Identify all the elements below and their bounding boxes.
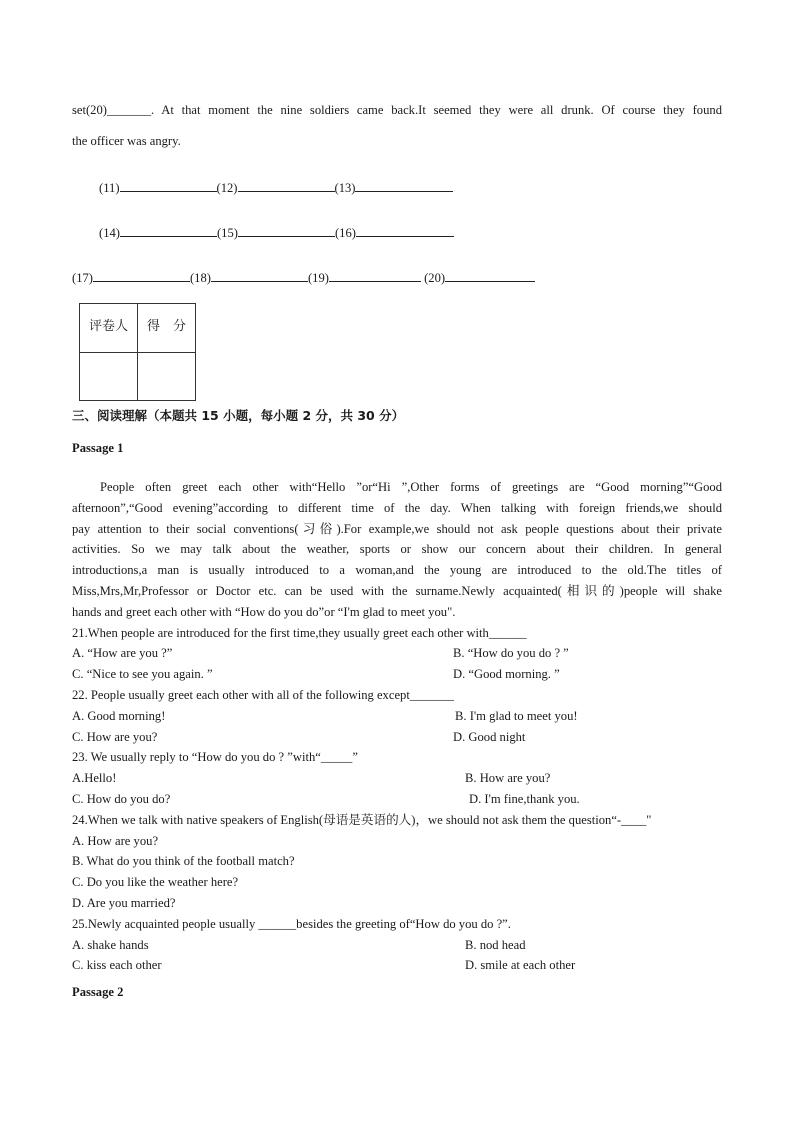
question-21-option-c[interactable]: C. “Nice to see you again. ” [72, 667, 213, 681]
question-22-stem: 22. People usually greet each other with all of the following except_______ [72, 688, 454, 702]
cloze-line-2: the officer was angry. [72, 134, 181, 148]
question-22-option-b[interactable]: B. I'm glad to meet you! [455, 709, 578, 723]
answer-label-20: (20) [424, 271, 446, 285]
grader-label: 评卷人 [88, 319, 128, 334]
question-23-option-c[interactable]: C. How do you do? [72, 792, 171, 806]
answer-blank-15[interactable] [238, 225, 335, 237]
section-title: 三、阅读理解（本题共 15 小题，每小题 2 分，共 30 分） [72, 408, 405, 423]
answer-row-1 [99, 180, 453, 195]
answer-blank-20[interactable] [445, 270, 535, 282]
answer-label-17: (17) [72, 271, 93, 285]
answer-label-14: (14) [99, 226, 120, 240]
question-22-option-a[interactable]: A. Good morning! [72, 709, 166, 723]
question-25-option-a[interactable]: A. shake hands [72, 938, 149, 952]
passage-1-line-5: introductions,a man is usually introduced to a woman,and the young are introduced to the old.The titles of [72, 563, 722, 577]
score-input-cell[interactable] [138, 353, 196, 401]
answer-blank-14[interactable] [120, 225, 217, 237]
question-24-stem: 24.When we talk with native speakers of English(母语是英语的人)，we should not ask them the question“-____" [72, 813, 652, 827]
score-label: 得 分 [146, 319, 186, 334]
question-21-option-d[interactable]: D. “Good morning. ” [453, 667, 560, 681]
question-23-option-a[interactable]: A.Hello! [72, 771, 117, 785]
passage-2-title: Passage 2 [72, 985, 124, 999]
passage-1-title: Passage 1 [72, 441, 124, 455]
answer-blank-12[interactable] [238, 180, 335, 192]
answer-blank-11[interactable] [120, 180, 217, 192]
question-25-option-c[interactable]: C. kiss each other [72, 958, 162, 972]
answer-blank-13[interactable] [355, 180, 453, 192]
score-header-cell [138, 304, 196, 353]
passage-1-line-3: pay attention to their social conventions(习俗).For example,we should not ask people questions about their private [72, 522, 722, 536]
answer-blank-18[interactable] [211, 270, 308, 282]
passage-1-line-4: activities. So we may talk about the weather, sports or show our concern about their children. In general [72, 542, 722, 556]
question-25-stem: 25.Newly acquainted people usually ______besides the greeting of“How do you do ?”. [72, 917, 511, 931]
answer-label-18: (18) [189, 271, 211, 285]
answer-blank-17[interactable] [93, 270, 190, 282]
answer-label-15: (15) [216, 226, 238, 240]
grader-input-cell[interactable] [80, 353, 138, 401]
question-23-option-b[interactable]: B. How are you? [465, 771, 551, 785]
answer-row-3 [72, 270, 535, 285]
question-24-option-a[interactable]: A. How are you? [72, 834, 159, 848]
question-24-option-c[interactable]: C. Do you like the weather here? [72, 875, 239, 889]
passage-1-line-1: People often greet each other with“Hello ”or“Hi ”,Other forms of greetings are “Good morning”“Good [100, 480, 722, 494]
passage-1-line-2: afternoon”,“Good evening”according to different time of the day. When talking with foreign friends,we should [72, 501, 722, 515]
question-24-option-b[interactable]: B. What do you think of the football match? [72, 854, 295, 868]
answer-label-16: (16) [334, 226, 356, 240]
answer-blank-16[interactable] [356, 225, 454, 237]
grader-header-cell [80, 304, 138, 353]
answer-label-11: (11) [99, 181, 120, 195]
question-25-option-d[interactable]: D. smile at each other [465, 958, 576, 972]
question-24-option-d[interactable]: D. Are you married? [72, 896, 176, 910]
answer-blank-19[interactable] [329, 270, 421, 282]
question-23-option-d[interactable]: D. I'm fine,thank you. [469, 792, 580, 806]
score-table [79, 303, 196, 401]
passage-1-line-7: hands and greet each other with “How do you do”or “I'm glad to meet you". [72, 605, 456, 619]
answer-row-2 [99, 225, 454, 240]
question-21-option-b[interactable]: B. “How do you do ? ” [453, 646, 569, 660]
question-21-option-a[interactable]: A. “How are you ?” [72, 646, 173, 660]
answer-label-19: (19) [307, 271, 329, 285]
question-22-option-c[interactable]: C. How are you? [72, 730, 158, 744]
passage-1-line-6: Miss,Mrs,Mr,Professor or Doctor etc. can be used with the surname.Newly acquainted(相识的)people will shake [72, 584, 722, 598]
answer-label-13: (13) [334, 181, 356, 195]
answer-label-12: (12) [216, 181, 238, 195]
question-22-option-d[interactable]: D. Good night [453, 730, 526, 744]
question-23-stem: 23. We usually reply to “How do you do ? ”with“_____” [72, 750, 358, 764]
question-25-option-b[interactable]: B. nod head [465, 938, 526, 952]
cloze-line-1: set(20)_______. At that moment the nine soldiers came back.It seemed they were all drunk. Of course they found [72, 103, 722, 117]
question-21-stem: 21.When people are introduced for the first time,they usually greet each other with______ [72, 626, 527, 640]
